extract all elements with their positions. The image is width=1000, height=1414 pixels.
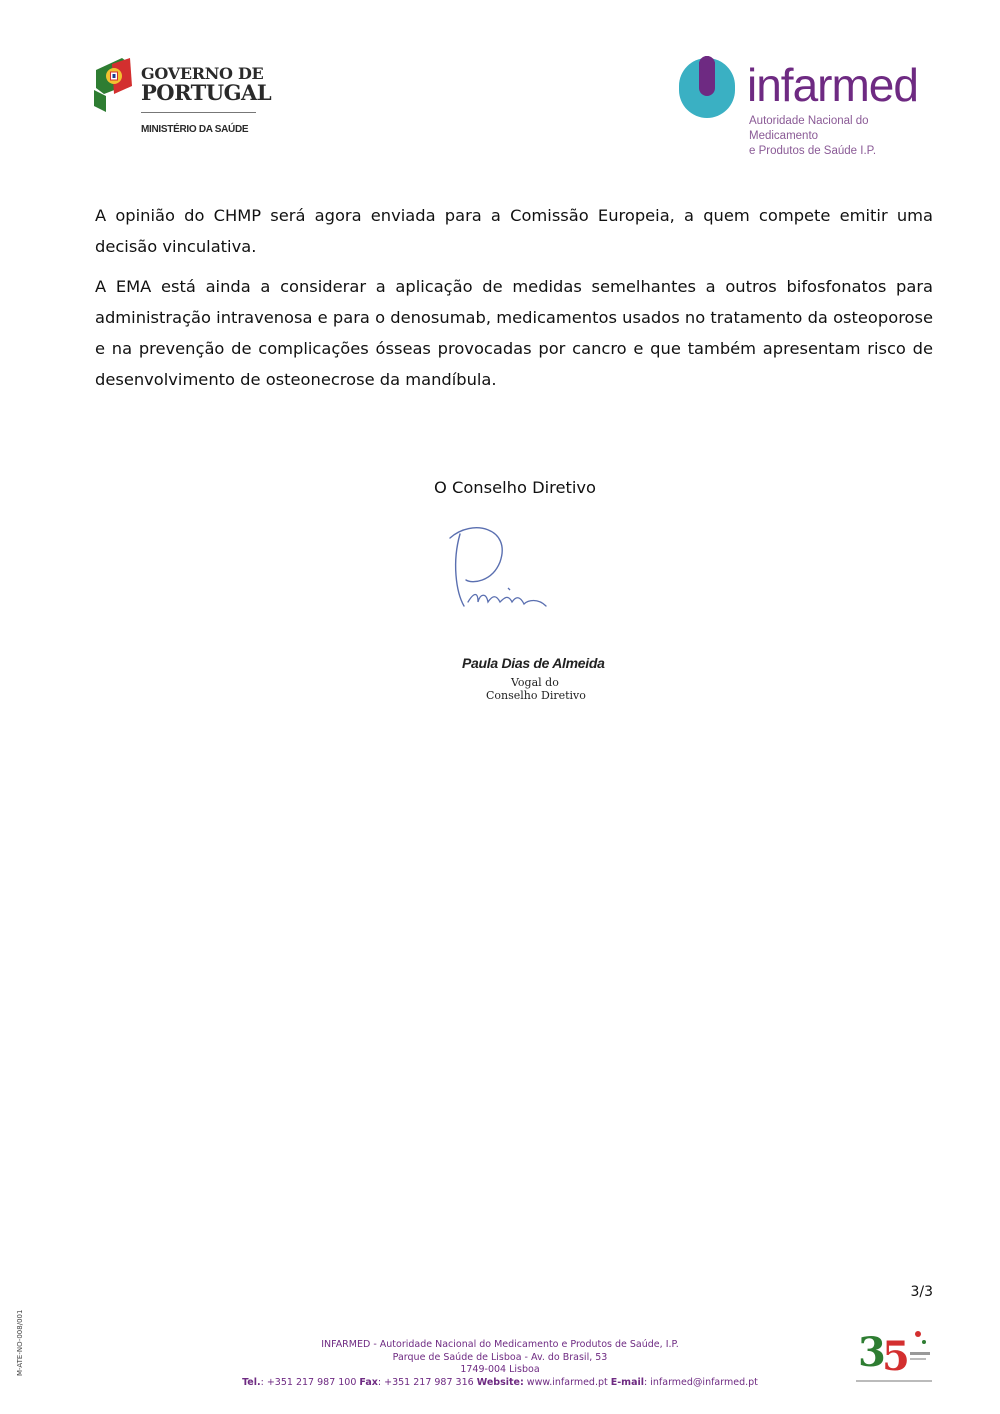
footer-org-line: INFARMED - Autoridade Nacional do Medicamento e Produtos de Saúde, I.P. <box>321 1339 679 1350</box>
footer <box>200 1339 800 1389</box>
page-number: 3/3 <box>910 1284 933 1300</box>
gov-logo-line2: PORTUGAL <box>141 80 272 105</box>
footer-email-label: E-mail <box>610 1376 645 1388</box>
gov-logo-line1: GOVERNO DE <box>141 64 264 83</box>
footer-tel-label: Tel. <box>242 1376 261 1388</box>
handwritten-signature <box>442 522 557 617</box>
infarmed-wordmark: infarmed <box>747 59 918 111</box>
signer-role-line1: Vogal do <box>511 676 559 689</box>
gov-logo-divider <box>141 112 256 113</box>
document-code: M-ATE-NO-008/001 <box>16 1309 24 1376</box>
signer-role-line2: Conselho Diretivo <box>486 689 586 702</box>
anniversary-35-logo <box>852 1322 937 1387</box>
paragraph-chmp-opinion: A opinião do CHMP será agora enviada para a Comissão Europeia, a quem compete emitir uma decisão vinculativa. <box>95 206 933 256</box>
footer-email-link[interactable]: : infarmed@infarmed.pt <box>644 1376 758 1388</box>
footer-contacts-line <box>200 1377 800 1390</box>
infarmed-mark-icon <box>675 56 739 122</box>
footer-address-line: Parque de Saúde de Lisboa - Av. do Brasil, 53 <box>392 1351 608 1363</box>
footer-fax-label: Fax <box>359 1376 378 1388</box>
ministry-label: MINISTÉRIO DA SAÚDE <box>141 124 249 135</box>
svg-text:5: 5 <box>882 1333 910 1380</box>
footer-website-link[interactable]: www.infarmed.pt <box>523 1376 611 1388</box>
governo-de-portugal-logo <box>92 56 272 140</box>
svg-text:3: 3 <box>858 1329 886 1376</box>
infarmed-subtitle-line1: Autoridade Nacional do Medicamento <box>749 115 869 142</box>
portugal-flag-emblem-icon <box>92 56 134 114</box>
footer-city-line: 1749-004 Lisboa <box>460 1364 540 1375</box>
infarmed-subtitle <box>749 114 940 159</box>
footer-website-label: Website: <box>476 1376 524 1388</box>
infarmed-subtitle-line2: e Produtos de Saúde I.P. <box>749 145 877 157</box>
footer-fax-value: : +351 217 987 316 <box>377 1376 477 1388</box>
paragraph-ema-measures: A EMA está ainda a considerar a aplicação de medidas semelhantes a outros bifosfonatos para administração intravenosa e para o denosumab, medicamentos usados no tratamento da osteoporose e na prevenção de complicações ósseas provocadas por cancro e que também apresentam risco de desenvolvimento de osteonecrose da mandíbula. <box>95 277 933 389</box>
footer-tel-value: : +351 217 987 100 <box>260 1376 360 1388</box>
infarmed-logo <box>675 56 940 157</box>
signer-name: Paula Dias de Almeida <box>462 655 605 671</box>
signoff-label: O Conselho Diretivo <box>433 478 597 497</box>
